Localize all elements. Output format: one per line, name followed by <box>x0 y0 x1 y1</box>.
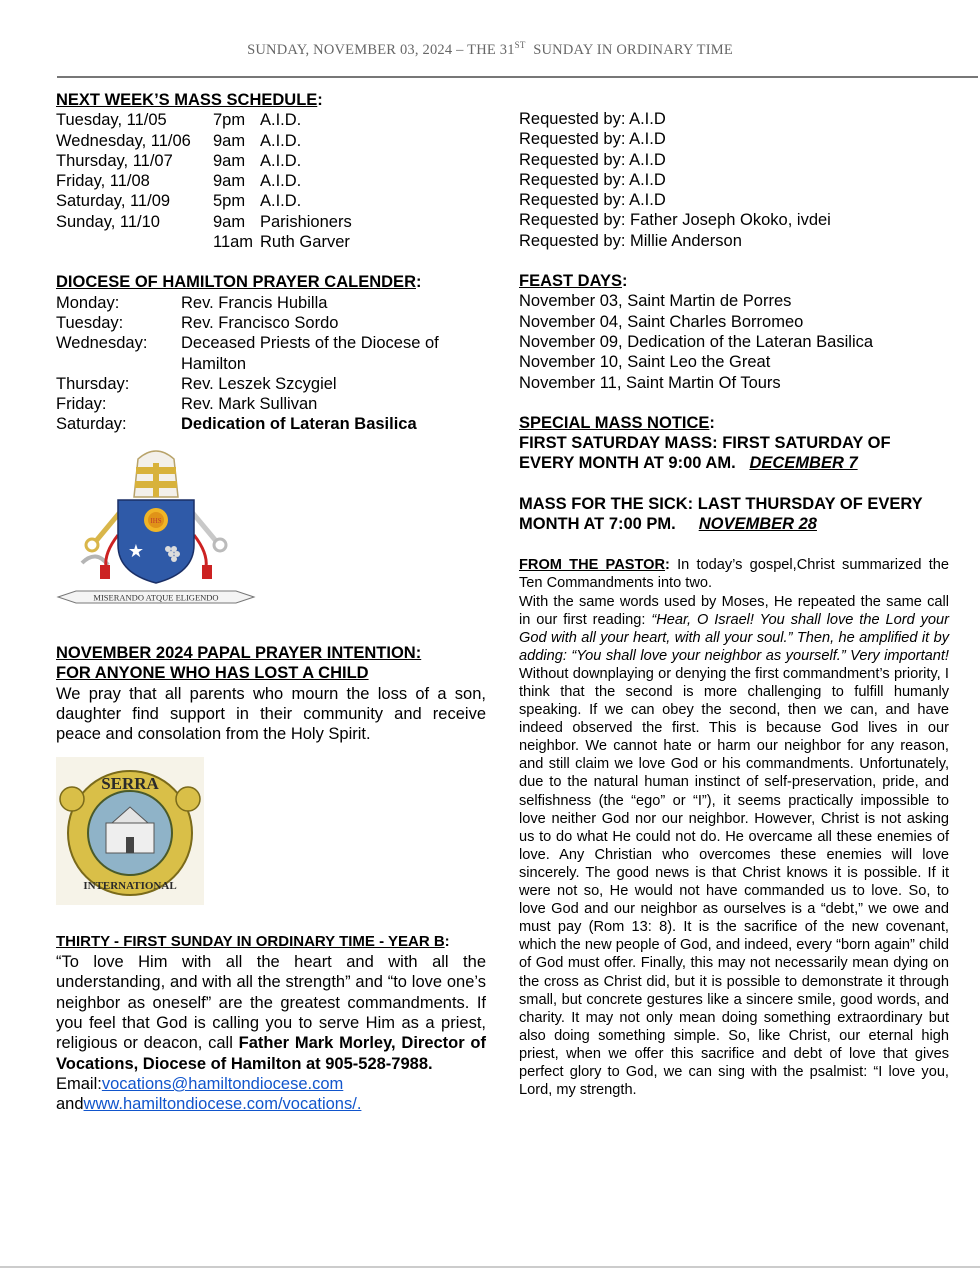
vocations-text: “To love Him with all the heart and with all the understanding, and with all the strength” and “to love one’s neighbor as oneself” are the greatest commandments. If you feel that God is calling you to serve Him as a priest, religious or deacon, call Father Mark Morley, Director of Vocations, Diocese of Hamilton at 905-528-7988. <box>56 953 487 1073</box>
feast-day-item: November 10, Saint Leo the Great <box>519 353 771 372</box>
mass-day: Wednesday, 11/06 <box>56 131 191 150</box>
prayer-name: Rev. Mark Sullivan <box>181 395 318 414</box>
mass-schedule-row <box>56 212 486 232</box>
mass-day: Tuesday, 11/05 <box>56 111 167 130</box>
svg-text:SERRA: SERRA <box>101 773 159 793</box>
mass-sick-notice: MASS FOR THE SICK: LAST THURSDAY OF EVERY MONTH AT 7:00 PM. NOVEMBER 28 <box>519 494 923 534</box>
feast-day-item: November 03, Saint Martin de Porres <box>519 292 792 311</box>
pastor-message: FROM THE PASTOR: In today’s gospel,Christ summarized the Ten Commandments into two. With the same words used by Moses, He repeated the same call in our first reading: “Hear, O Israel! You shall love the Lord your God with all your heart, with all your soul.” Then, he amplified it by adding: “You shall love your neighbor as yourself.” Very important! Without downplaying or denying the first commandment’s priority, I think that the second is more challenging to fulfill humanly speaking. If we can obey the second, then we can, and have indeed observed the first. This is because God lives in our neighbor. We cannot hate or harm our neighbor for any reason, and still claim we love God or his commandments. Unfortunately, due to the natural human instinct of self-preservation, pride, and selfishness (the “ego” or “I”), it seems practically impossible to love neither God nor our neighbor. However, Christ is not asking us to do what He could not do. He overcame all these enemies of love. Any Christian who overcomes these enemies will love sincerely. The good news is that Christ knows it is possible. If it were not so, He would not have commanded us to love. So, to love God and our neighbor as ourselves is a “debt,” we owe and must pay (Rom 13: 8). It is the sacrifice of the new covenant, which the new people of God, and indeed, every “born again” child of God must offer. Finally, this may not necessarily mean dying on the cross as Christ did, but it is possible to demonstrate it through small, but concrete gestures like a sincere smile, good words, and charity. It may not only mean doing something extraordinary but also doing something simple. So, like Christ, our eternal high priest, when we offer this sacrifice and debt of love that gives perfect glory to God, we can sing with the psalmist: “I love you, Lord, my strength. <box>519 557 949 1099</box>
mass-requested-by: Requested by: A.I.D <box>519 150 666 169</box>
vocations-title: THIRTY - FIRST SUNDAY IN ORDINARY TIME - YEAR B: <box>56 932 450 950</box>
prayer-day: Friday: <box>56 395 107 414</box>
prayer-calendar-title: DIOCESE OF HAMILTON PRAYER CALENDER: <box>56 273 422 292</box>
mass-schedule-row <box>56 191 486 211</box>
prayer-name: Dedication of Lateran Basilica <box>181 415 417 434</box>
feast-day-item: November 09, Dedication of the Lateran Basilica <box>519 332 874 351</box>
papal-intention-text: We pray that all parents who mourn the loss of a son, daughter find support in their community and receive peace and consolation from the Holy Spirit. <box>56 684 486 744</box>
mass-day: Friday, 11/08 <box>56 172 150 191</box>
mass-schedule-row <box>56 110 486 130</box>
mass-time: 9am <box>213 172 246 191</box>
first-saturday-notice: FIRST SATURDAY MASS: FIRST SATURDAY OF EVERY MONTH AT 9:00 AM. DECEMBER 7 <box>519 434 891 473</box>
mass-schedule-title: NEXT WEEK’S MASS SCHEDULE: <box>56 91 323 109</box>
page-header: SUNDAY, NOVEMBER 03, 2024 – THE 31ST SUNDAY IN ORDINARY TIME <box>247 40 733 58</box>
feast-day-item: November 11, Saint Martin Of Tours <box>519 373 781 392</box>
mass-day <box>56 232 213 252</box>
mass-requested-by: Requested by: Father Joseph Okoko, ivdei <box>519 211 831 230</box>
special-notice-title: SPECIAL MASS NOTICE: <box>519 413 715 432</box>
mass-time: 11am <box>213 233 254 252</box>
prayer-calendar-row <box>56 333 486 353</box>
mass-intention: Ruth Garver <box>260 233 350 252</box>
left-column <box>56 90 486 1115</box>
svg-text:INTERNATIONAL: INTERNATIONAL <box>83 879 177 892</box>
svg-text:★: ★ <box>127 540 145 562</box>
header-rule <box>57 76 978 78</box>
mass-intention: A.I.D. <box>260 131 302 150</box>
feast-days-list <box>519 291 949 392</box>
prayer-day: Saturday: <box>56 415 127 434</box>
prayer-calendar-row <box>56 313 486 333</box>
mass-schedule-row <box>56 232 486 252</box>
mass-intention: A.I.D. <box>260 172 302 191</box>
prayer-calendar-row <box>56 293 486 313</box>
mass-day: Sunday, 11/10 <box>56 212 160 231</box>
prayer-calendar-list <box>56 293 486 435</box>
mass-requested-by: Requested by: A.I.D <box>519 191 666 210</box>
serra-international-logo <box>56 757 204 905</box>
mass-time: 5pm <box>213 192 246 211</box>
prayer-day: Monday: <box>56 293 120 312</box>
page-bottom-edge <box>0 1266 980 1268</box>
prayer-name: Rev. Francis Hubilla <box>181 293 328 312</box>
prayer-day: Wednesday: <box>56 334 148 353</box>
mass-schedule-row <box>56 131 486 151</box>
feast-day-item: November 04, Saint Charles Borromeo <box>519 312 804 331</box>
mass-requested-by: Requested by: A.I.D <box>519 110 666 128</box>
mass-day: Saturday, 11/09 <box>56 192 171 211</box>
mass-schedule-row <box>56 171 486 191</box>
papal-intention-title: NOVEMBER 2024 PAPAL PRAYER INTENTION: FOR ANYONE WHO HAS LOST A CHILD <box>56 644 422 683</box>
mass-time: 9am <box>213 151 246 170</box>
prayer-name: Rev. Francisco Sordo <box>181 313 339 332</box>
mass-schedule-list <box>56 110 486 252</box>
vocations-website-link[interactable]: www.hamiltondiocese.com/vocations/. <box>83 1095 362 1114</box>
prayer-day: Tuesday: <box>56 313 124 332</box>
papal-coat-of-arms <box>56 445 256 620</box>
mass-time: 9am <box>213 131 246 150</box>
prayer-name: Rev. Leszek Szcygiel <box>181 374 337 393</box>
mass-requested-by: Requested by: A.I.D <box>519 130 666 149</box>
mass-schedule-row <box>56 151 486 171</box>
mass-intention: A.I.D. <box>260 151 302 170</box>
svg-text:IHS: IHS <box>150 516 162 525</box>
mass-intention: A.I.D. <box>260 192 302 211</box>
prayer-calendar-row <box>56 394 486 414</box>
mass-time: 9am <box>213 212 246 231</box>
prayer-calendar-row <box>56 414 486 434</box>
mass-requested-by: Requested by: A.I.D <box>519 170 666 189</box>
feast-days-title: FEAST DAYS: <box>519 272 628 291</box>
vocations-email-link[interactable]: vocations@hamiltondiocese.com <box>101 1074 344 1093</box>
prayer-name-cont: Hamilton <box>181 354 247 373</box>
vocations-email-line: Email:vocations@hamiltondiocese.com <box>56 1074 344 1093</box>
mass-requested-by: Requested by: Millie Anderson <box>519 231 742 250</box>
vocations-website-line: andwww.hamiltondiocese.com/vocations/. <box>56 1095 362 1114</box>
mass-requested-list <box>519 109 949 251</box>
svg-text:MISERANDO ATQUE ELIGENDO: MISERANDO ATQUE ELIGENDO <box>93 592 219 603</box>
right-column <box>519 109 949 1099</box>
mass-day: Thursday, 11/07 <box>56 151 173 170</box>
mass-intention: A.I.D. <box>260 111 302 130</box>
prayer-name: Deceased Priests of the Diocese of <box>181 334 439 353</box>
prayer-calendar-row <box>56 374 486 394</box>
mass-intention: Parishioners <box>260 212 352 231</box>
prayer-day: Thursday: <box>56 374 130 393</box>
mass-time: 7pm <box>213 111 246 130</box>
